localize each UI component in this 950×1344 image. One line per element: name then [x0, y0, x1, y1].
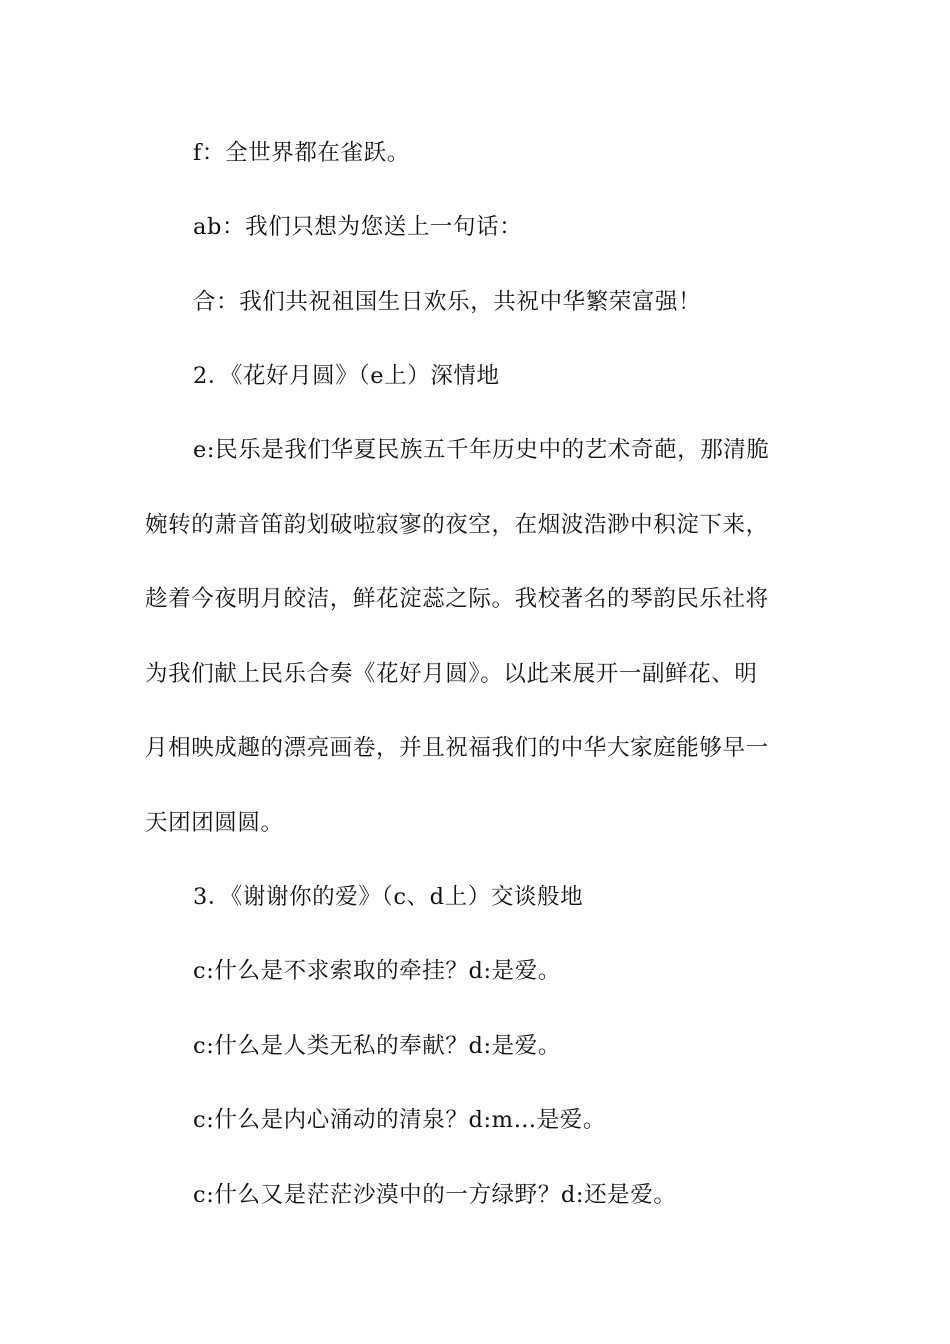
paragraph-line: 天团团圆圆。 [145, 810, 284, 836]
dialogue-line: c:什么是人类无私的奉献？d:是爱。 [193, 1033, 561, 1059]
script-line-chorus: 合：我们共祝祖国生日欢乐，共祝中华繁荣富强！ [193, 289, 702, 315]
script-line-f: f：全世界都在雀跃。 [193, 140, 410, 166]
dialogue-line: c:什么又是茫茫沙漠中的一方绿野？d:还是爱。 [193, 1182, 677, 1208]
paragraph-line: e:民乐是我们华夏民族五千年历史中的艺术奇葩，那清脆 [193, 437, 770, 463]
section-heading-2: 2．《花好月圆》（e上）深情地 [193, 363, 500, 389]
paragraph-line: 趁着今夜明月皎洁，鲜花淀蕊之际。我校著名的琴韵民乐社将 [145, 586, 769, 612]
paragraph-line: 月相映成趣的漂亮画卷，并且祝福我们的中华大家庭能够早一 [145, 735, 769, 761]
dialogue-line: c:什么是内心涌动的清泉？d:m…是爱。 [193, 1107, 607, 1133]
dialogue-line: c:什么是不求索取的牵挂？d:是爱。 [193, 958, 561, 984]
paragraph-line: 婉转的萧音笛韵划破啦寂寥的夜空，在烟波浩渺中积淀下来， [145, 512, 769, 538]
section-heading-3: 3．《谢谢你的爱》（c、d上）交谈般地 [193, 884, 584, 910]
paragraph-line: 为我们献上民乐合奏《花好月圆》。以此来展开一副鲜花、明 [145, 661, 758, 687]
script-line-ab: ab：我们只想为您送上一句话： [193, 214, 523, 240]
